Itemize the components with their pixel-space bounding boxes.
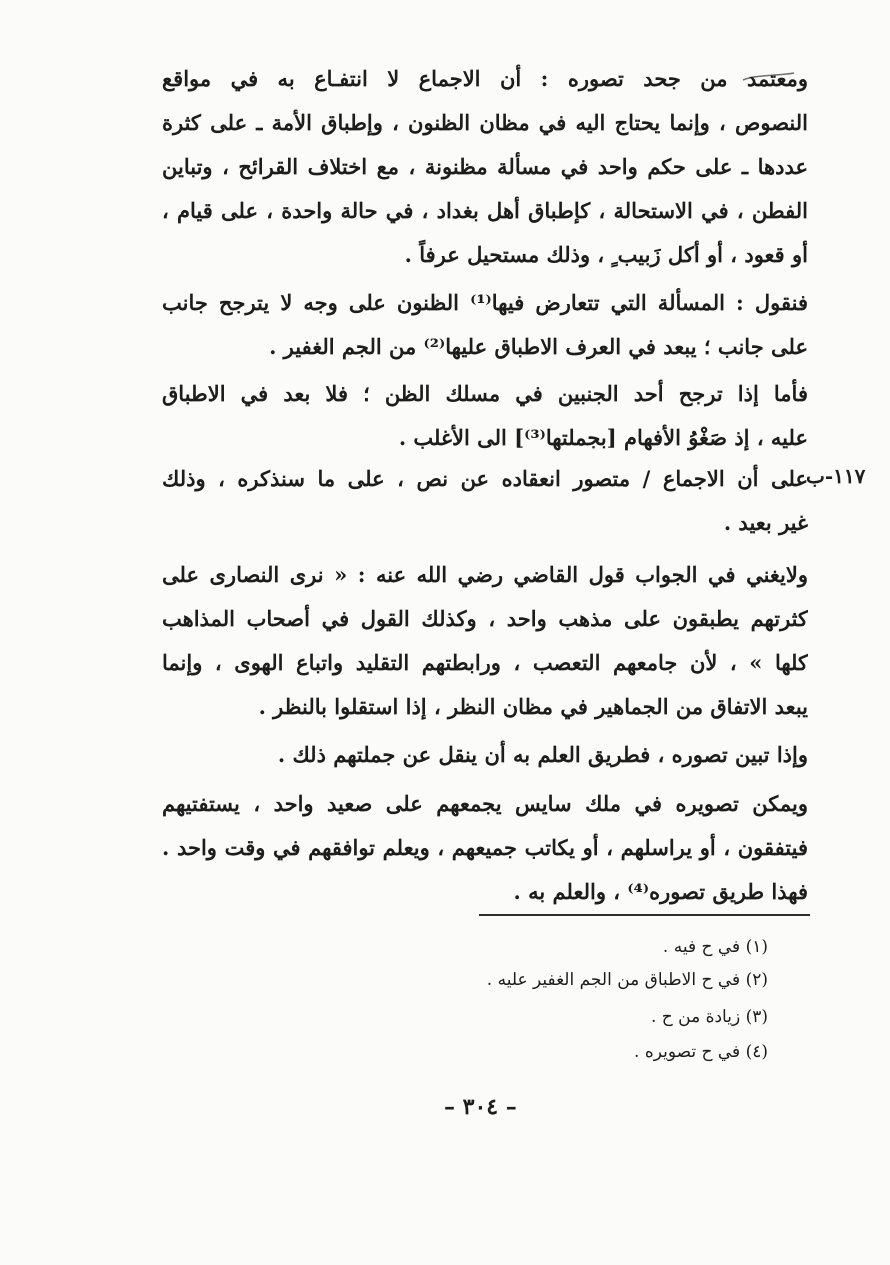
text-line-15: يبعد الاتفاق من الجماهير في مظان النظر ، إذا استقلوا بالنظر .	[258, 694, 808, 719]
text-line-3: عددها ـ على حكم واحد في مسألة مظنونة ، مع اختلاف القرائح ، وتباين	[162, 154, 808, 179]
folio-margin-note: ١١٧-ب	[806, 464, 866, 488]
text-line-19: فهذا طريق تصوره⁽⁴⁾ ، والعلم به .	[513, 879, 808, 904]
text-line-7: على جانب ؛ يبعد في العرف الاطباق عليها⁽²⁾ من الجم الغفير .	[269, 334, 808, 359]
footnote-2: (٢) في ح الاطباق من الجم الغفير عليه .	[486, 970, 768, 990]
footnote-1: (١) في ح فيه .	[662, 937, 768, 957]
text-line-17: ويمكن تصويره في ملك سايس يجمعهم على صعيد واحد ، يستفتيهم	[162, 791, 808, 816]
footnote-4: (٤) في ح تصويره .	[634, 1042, 768, 1062]
text-line-16: وإذا تبين تصوره ، فطريق العلم به أن ينقل عن جملتهم ذلك .	[277, 742, 808, 767]
text-line-13: كثرتهم يطبقون على مذهب واحد ، وكذلك القول في أصحاب المذاهب	[162, 606, 808, 631]
footnote-3: (٣) زيادة من ح .	[650, 1007, 768, 1027]
text-line-1: ومعتمد من جحد تصوره : أن الاجماع لا انتفـاع به في مواقع	[162, 66, 808, 91]
text-line-4: الفطن ، في الاستحالة ، كإطباق أهل بغداد ، في حالة واحدة ، على قيام ،	[162, 198, 808, 223]
text-line-10: على أن الاجماع / متصور انعقاده عن نص ، على ما سنذكره ، وذلك	[162, 466, 808, 491]
text-line-8: فأما إذا ترجح أحد الجنبين في مسلك الظن ؛ فلا بعد في الاطباق	[162, 381, 808, 406]
text-line-11: غير بعيد .	[723, 510, 808, 535]
footnote-divider	[479, 914, 810, 916]
text-line-18: فيتفقون ، أو يراسلهم ، أو يكاتب جميعهم ، ويعلم توافقهم في وقت واحد .	[162, 835, 808, 860]
text-line-5: أو قعود ، أو أكل زَبيب ٍ ، وذلك مستحيل عرفاً .	[404, 242, 808, 267]
text-line-2: النصوص ، وإنما يحتاج اليه في مظان الظنون ، وإطباق الأمة ـ على كثرة	[162, 110, 808, 135]
text-line-9: عليه ، إذ صَغْوُ الأفهام [بجملتها⁽³⁾] الى الأغلب .	[398, 425, 808, 450]
text-line-12: ولايغني في الجواب قول القاضي رضي الله عنه : « نرى النصارى على	[162, 562, 808, 587]
text-line-14: كلها » ، لأن جامعهم التعصب ، ورابطتهم التقليد واتباع الهوى ، وإنما	[162, 650, 808, 675]
page-number: – ٣٠٤ –	[444, 1094, 517, 1120]
text-line-6: فنقول : المسألة التي تتعارض فيها⁽¹⁾ الظنون على وجه لا يترجح جانب	[162, 290, 808, 315]
